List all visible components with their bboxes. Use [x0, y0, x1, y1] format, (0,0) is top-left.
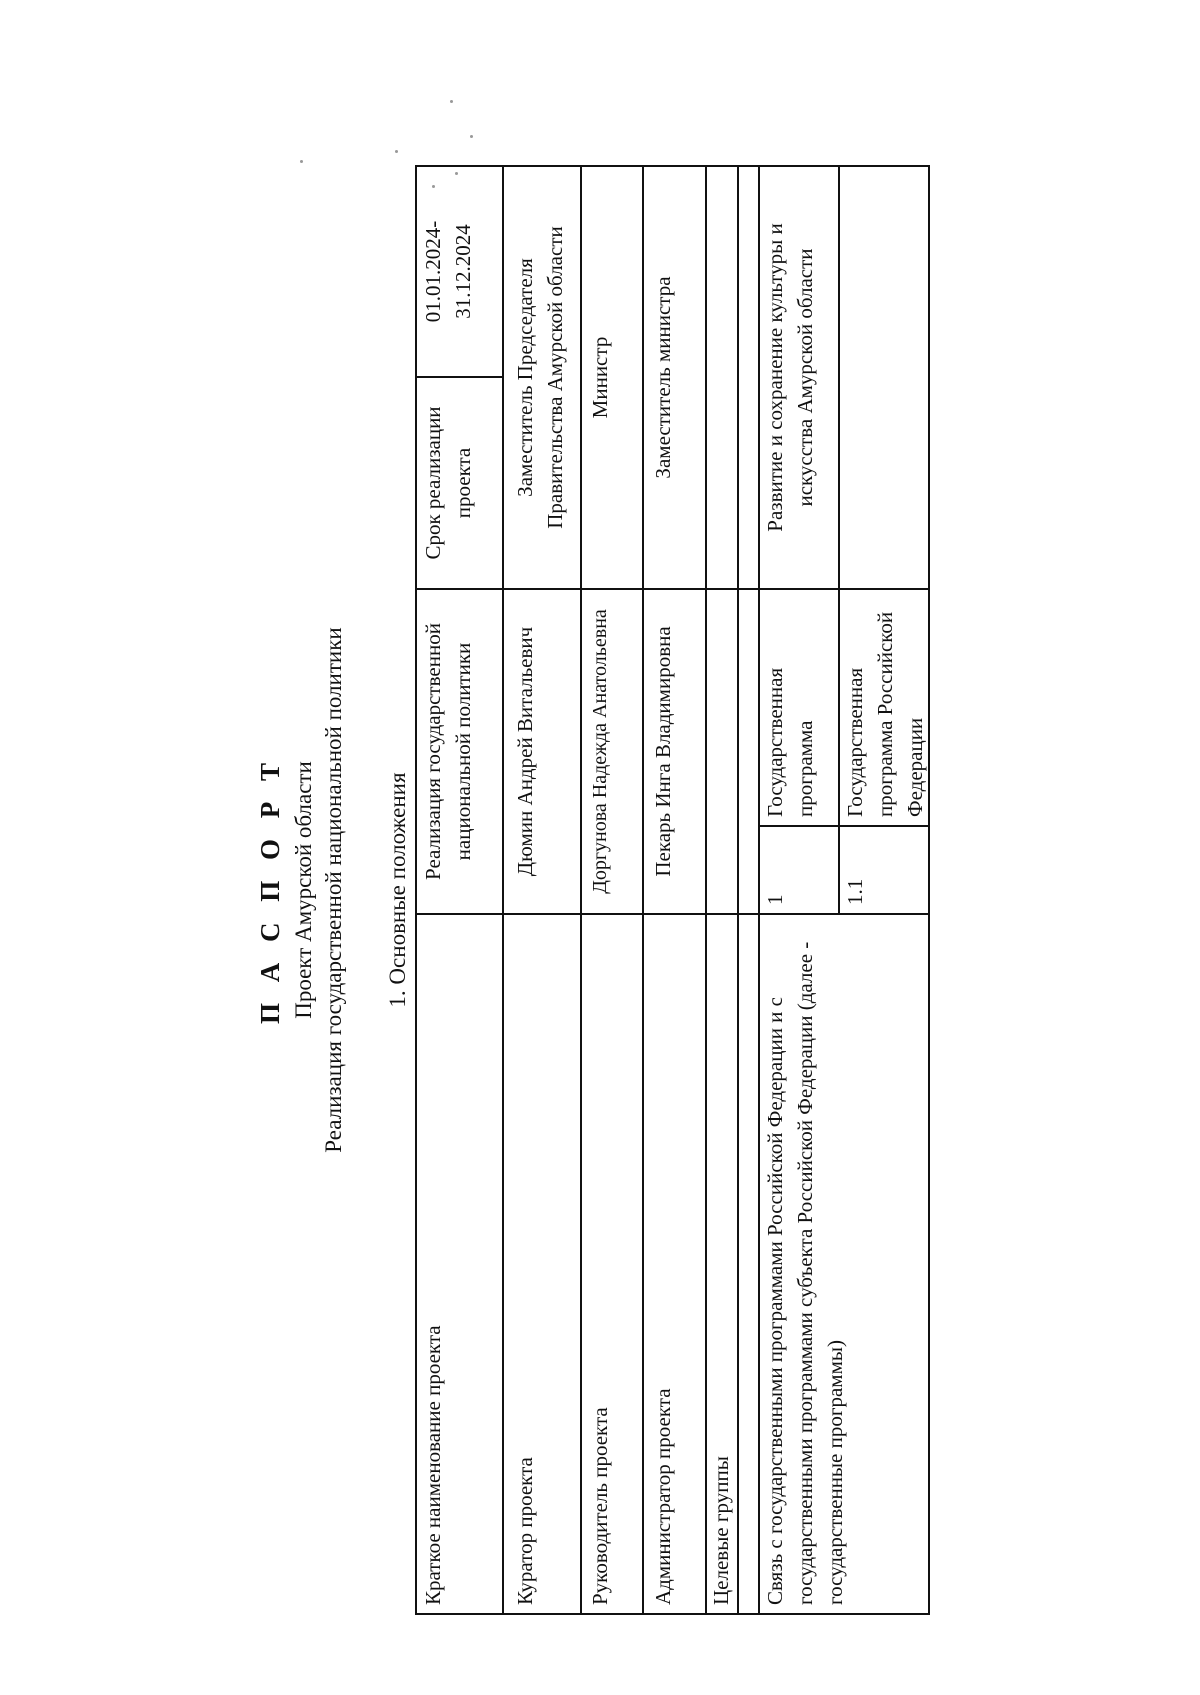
- table-border-bottom: [928, 165, 930, 1615]
- row-divider: [502, 165, 504, 1615]
- scan-speck: [432, 185, 435, 188]
- table-border-top: [415, 165, 417, 1615]
- head-label: Руководитель проекта: [588, 1407, 612, 1605]
- administrator-position: Заместитель министра: [651, 276, 675, 479]
- term-label: Срок реализации проекта: [421, 406, 475, 560]
- document-title: П А С П О Р Т: [255, 756, 285, 1025]
- administrator-label: Администратор проекта: [651, 1388, 675, 1605]
- scan-speck: [450, 100, 453, 103]
- program-row-type: Государственная программа: [763, 667, 817, 817]
- curator-name: Дюмин Андрей Витальевич: [513, 626, 537, 877]
- rotated-page: [255, 165, 1200, 1615]
- document-subtitle: Проект Амурской области: [291, 761, 316, 1019]
- section-title: 1. Основные положения: [385, 772, 410, 1008]
- curator-label: Куратор проекта: [513, 1457, 537, 1605]
- term-value: 01.01.2024-31.12.2024: [421, 220, 475, 323]
- program-row-value: Развитие и сохранение культуры и искусства Амурской области: [763, 223, 817, 532]
- row-divider: [642, 165, 644, 1615]
- scan-speck: [300, 160, 303, 163]
- curator-position: Заместитель Председателя Правительства Амурской области: [513, 226, 567, 529]
- program-row-number: 1: [763, 894, 787, 905]
- table-border-left: [415, 1613, 930, 1615]
- head-position: Министр: [588, 336, 612, 419]
- target-groups-label: Целевые группы: [709, 1456, 733, 1605]
- program-row-number: 1.1: [843, 878, 867, 905]
- passport-table: [255, 165, 1200, 1615]
- scan-speck: [470, 135, 473, 138]
- short-name-value: Реализация государственной национальной политики: [421, 623, 475, 880]
- administrator-name: Пекарь Инга Владимировна: [651, 626, 675, 877]
- head-name: Доргунова Надежда Анатольевна: [589, 609, 611, 894]
- row-divider: [580, 165, 582, 1615]
- row-divider: [737, 165, 739, 1615]
- short-name-label: Краткое наименование проекта: [421, 1325, 445, 1605]
- programs-label: Связь с государственными программами Российской Федерации и с государственными программами субъекта Российской Федерации (далее - государственные программы): [763, 941, 847, 1605]
- scan-speck: [395, 150, 398, 153]
- program-row-type: Государственная программа Российской Федерации: [843, 611, 927, 817]
- scan-speck: [455, 172, 458, 175]
- project-name-heading: Реализация государственной национальной политики: [321, 627, 346, 1153]
